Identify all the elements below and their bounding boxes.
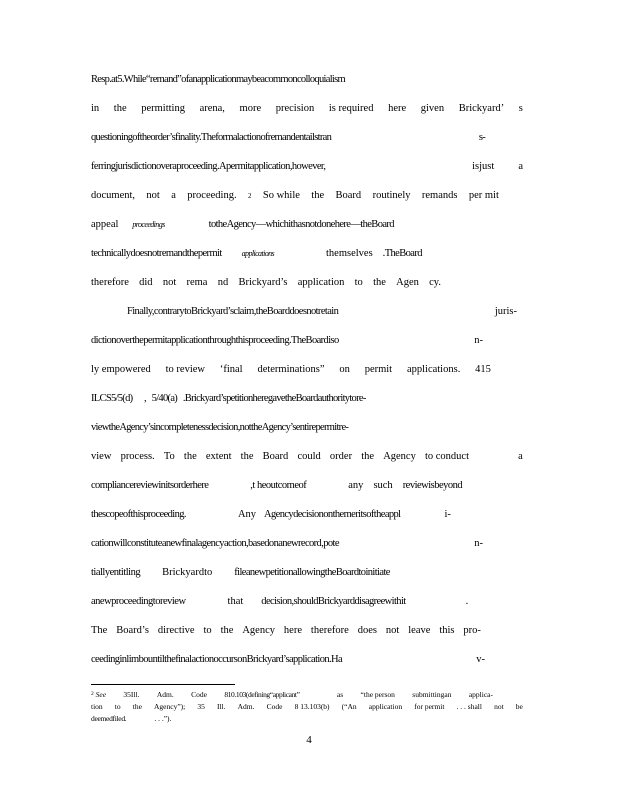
body-text-line: questioningoftheorder’sfinality.Theformalactionofremandentailstran s- bbox=[91, 132, 485, 143]
body-text-line: Resp.at5.While“remand”ofanapplicationmaybeacommoncolloquialism bbox=[91, 74, 345, 85]
body-text-line: tiallyentitling Brickyardto fileanewpetitionallowingtheBoardtoinitiate bbox=[91, 567, 390, 578]
body-text-line: view process. To the extent the Board could order the Agency to conduct a bbox=[91, 451, 523, 462]
footnote-separator bbox=[91, 684, 235, 685]
body-text-line: The Board’s directive to the Agency here therefore does not leave this pro- bbox=[91, 625, 481, 636]
footnote-line: tion to the Agency”); 35 Ill. Adm. Code 8 13.103(b) (“An application for permit . . . shall not be bbox=[91, 702, 523, 711]
page-number: 4 bbox=[306, 734, 312, 746]
body-text-line: technicallydoesnotremandthepermit applications themselves .TheBoard bbox=[91, 248, 422, 259]
body-text-line: thescopeofthisproceeding. Any Agencydecisiononthemeritsoftheappl i- bbox=[91, 509, 451, 520]
body-text-line: anewproceedingtoreview that decision,shouldBrickyarddisagreewithit . bbox=[91, 596, 469, 607]
body-text-line: compliancereviewinitsorderhere ,t heoutcomeof any such reviewisbeyond bbox=[91, 480, 463, 491]
body-text-line: document, not a proceeding. 2 So while the Board routinely remands per mit bbox=[91, 190, 499, 201]
body-text-line: ly empowered to review ‘final determinations” on permit applications. 415 bbox=[91, 364, 491, 375]
body-text-line: viewtheAgency’sincompletenessdecision,nottheAgency’sentirepermitre- bbox=[91, 422, 349, 433]
footnote-reference: 2 bbox=[247, 192, 252, 200]
footnote-marker: 2 bbox=[91, 691, 94, 697]
body-text-line: dictionoverthepermitapplicationthroughthisproceeding.TheBoardiso n- bbox=[91, 335, 483, 346]
footnote-line: deemedfiled. . . .”). bbox=[91, 714, 172, 723]
body-text-line: appeal proceedings totheAgency—whichithasnotdonehere—theBoard bbox=[91, 219, 394, 230]
body-text-line: therefore did not rema nd Brickyard’s application to the Agen cy. bbox=[91, 277, 441, 288]
body-text-line: Finally,contrarytoBrickyard’sclaim,theBoarddoesnotretain juris- bbox=[127, 306, 517, 317]
body-text-line: in the permitting arena, more precision is required here given Brickyard’ s bbox=[91, 103, 523, 114]
body-text-line: ceedinginlimbountilthefinalactionoccursonBrickyard’sapplication.Ha v- bbox=[91, 654, 485, 665]
body-text-line: ILCS5/5(d) , 5/40(a) .Brickyard’spetitionheregavetheBoardauthoritytore- bbox=[91, 393, 366, 404]
body-text-line: cationwillconstituteanewfinalagencyaction,basedonanewrecord,pote n- bbox=[91, 538, 483, 549]
body-text-line: ferringjurisdictionoveraproceeding.Apermitapplication,however, isjust a bbox=[91, 161, 523, 172]
footnote-line: 2 See 35Ill. Adm. Code 810.103(defining“applicant” as “the person submittingan applica- bbox=[91, 690, 493, 699]
